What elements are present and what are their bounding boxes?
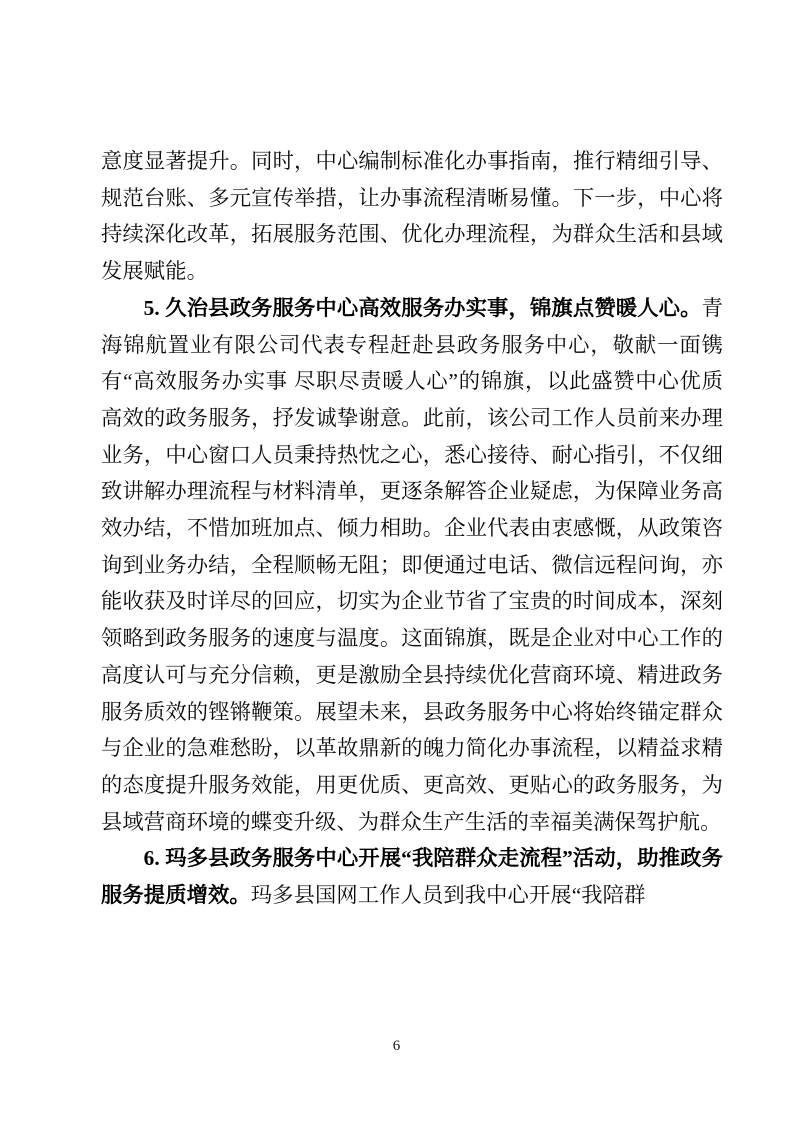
section-6-heading: 6. 玛多县政务服务中心开展“我陪群众走流程”活动，助推政务服务提质增效。	[101, 846, 723, 908]
page-number: 6	[392, 1038, 401, 1054]
paragraph-continuation	[101, 143, 723, 290]
section-5-heading: 5. 久治县政务服务中心高效服务办实事，锦旗点赞暖人心。	[143, 295, 702, 320]
document-body	[101, 143, 723, 914]
section-item-5	[101, 290, 723, 841]
section-6-body-text: 玛多县国网工作人员到我中心开展“我陪群	[250, 883, 646, 908]
paragraph-continuation-text: 意度显著提升。同时，中心编制标准化办事指南，推行精细引导、规范台账、多元宣传举措，让办事流程清晰易懂。下一步，中心将持续深化改革，拓展服务范围、优化办理流程，为群众生活和县域发展赋能。	[101, 149, 723, 284]
section-item-6	[101, 840, 723, 913]
section-5-body-text: 青海锦航置业有限公司代表专程赶赴县政务服务中心，敬献一面镌有“高效服务办实事 尽职尽责暖人心”的锦旗，以此盛赞中心优质高效的政务服务，抒发诚挚谢意。此前，该公司工作人员前来办理业务，中心窗口人员秉持热忱之心，悉心接待、耐心指引，不仅细致讲解办理流程与材料清单，更逐条解答企业疑虑，为保障业务高效办结，不惜加班加点、倾力相助。企业代表由衷感慨，从政策咨询到业务办结，全程顺畅无阻；即便通过电话、微信远程问询，亦能收获及时详尽的回应，切实为企业节省了宝贵的时间成本，深刻领略到政务服务的速度与温度。这面锦旗，既是企业对中心工作的高度认可与充分信赖，更是激励全县持续优化营商环境、精进政务服务质效的铿锵鞭策。展望未来，县政务服务中心将始终锚定群众与企业的急难愁盼，以革故鼎新的魄力简化办事流程，以精益求精的态度提升服务效能，用更优质、更高效、更贴心的政务服务，为县域营商环境的蝶变升级、为群众生产生活的幸福美满保驾护航。	[101, 295, 723, 834]
